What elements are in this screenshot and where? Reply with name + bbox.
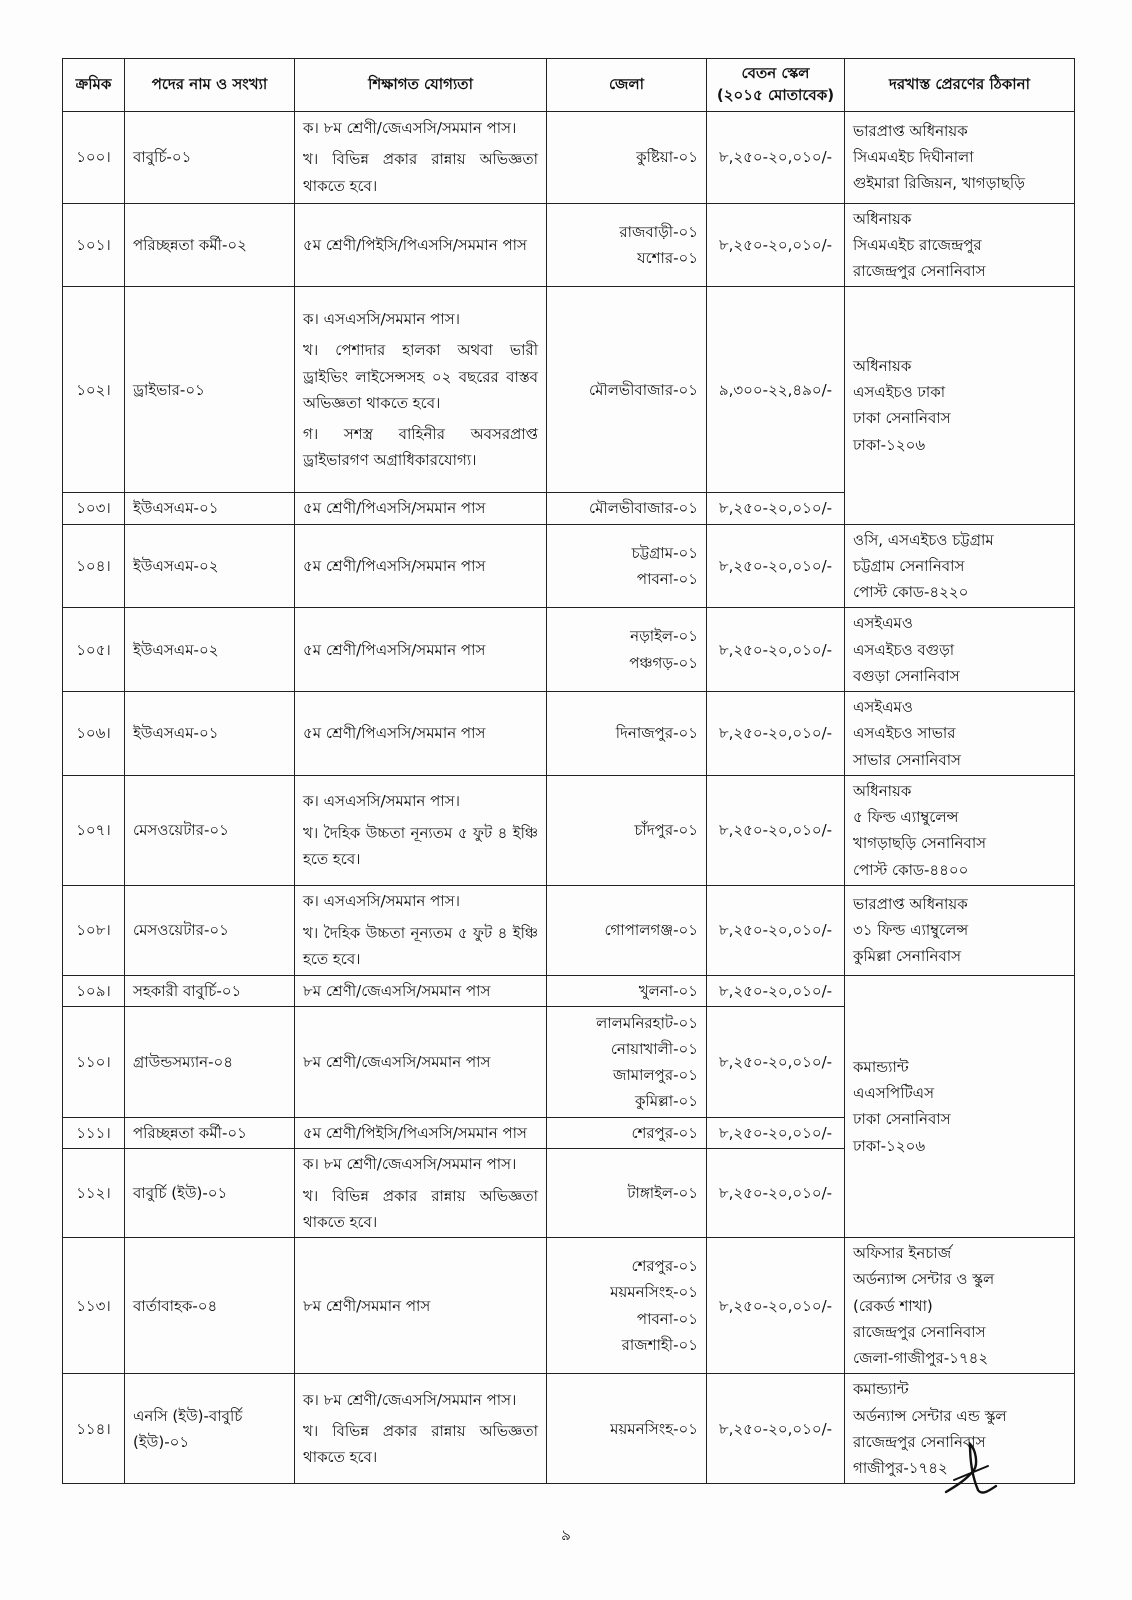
cell-address	[845, 111, 1075, 203]
qualification-item: ৮ম শ্রেণী/সমমান পাস	[303, 1296, 431, 1315]
qualification-item: ৫ম শ্রেণী/পিইসি/পিএসসি/সমমান পাস	[303, 1124, 527, 1142]
cell-qualification	[295, 203, 547, 287]
cell-district	[547, 524, 707, 608]
address-line: কমান্ড্যান্ট	[853, 1380, 909, 1399]
address-line: ঢাকা সেনানিবাস	[853, 409, 951, 428]
address-line: এএসপিটিএস	[853, 1084, 934, 1103]
header-serial: ক্রমিক	[63, 59, 125, 112]
address-line: ৫ ফিল্ড এ্যাম্বুলেন্স	[853, 808, 959, 826]
cell-post: বাবুর্চি (ইউ)-০১	[125, 1149, 295, 1238]
cell-address	[845, 608, 1075, 692]
address-line: এসএইচও বগুড়া	[853, 640, 955, 659]
address-line: ঢাকা-১২০৬	[853, 1136, 926, 1155]
qualification-item: ক। এসএসসি/সমমান পাস।	[303, 310, 460, 328]
address-line: এসএইচও ঢাকা	[853, 383, 946, 402]
cell-pay-scale: ৮,২৫০-২০,০১০/-	[707, 975, 845, 1006]
header-post: পদের নাম ও সংখ্যা	[125, 59, 295, 112]
address-line: সাভার সেনানিবাস	[853, 750, 961, 769]
cell-qualification	[295, 608, 547, 692]
cell-pay-scale: ৮,২৫০-২০,০১০/-	[707, 203, 845, 287]
qualification-item: খ। বিভিন্ন প্রকার রান্নায় অভিজ্ঞতা থাকতে হবে।	[303, 150, 538, 195]
district-item: চট্টগ্রাম-০১	[631, 543, 698, 562]
cell-serial: ১১২।	[63, 1149, 125, 1238]
cell-district	[547, 111, 707, 203]
cell-pay-scale: ৮,২৫০-২০,০১০/-	[707, 1007, 845, 1118]
cell-pay-scale: ৮,২৫০-২০,০১০/-	[707, 1238, 845, 1374]
cell-pay-scale: ৮,২৫০-২০,০১০/-	[707, 524, 845, 608]
cell-district	[547, 287, 707, 493]
cell-post: ড্রাইভার-০১	[125, 287, 295, 493]
qualification-item: খ। বিভিন্ন প্রকার রান্নায় অভিজ্ঞতা থাকতে হবে।	[303, 1422, 538, 1467]
cell-serial: ১০০।	[63, 111, 125, 203]
table-row	[63, 203, 1075, 287]
cell-serial: ১১০।	[63, 1007, 125, 1118]
address-line: অধিনায়ক	[853, 209, 912, 228]
cell-address	[845, 287, 1075, 524]
cell-post: গ্রাউন্ডসম্যান-০৪	[125, 1007, 295, 1118]
header-pay-line2: (২০১৫ মোতাবেক)	[716, 85, 835, 104]
table-header-row	[63, 59, 1075, 112]
cell-district	[547, 1238, 707, 1374]
cell-post: পরিচ্ছন্নতা কর্মী-০২	[125, 203, 295, 287]
district-item: ময়মনসিংহ-০১	[610, 1419, 698, 1438]
cell-qualification	[295, 885, 547, 975]
table-row	[63, 692, 1075, 776]
qualification-item: ৮ম শ্রেণী/জেএসসি/সমমান পাস	[303, 1052, 491, 1071]
table-row	[63, 524, 1075, 608]
table-row	[63, 287, 1075, 493]
qualification-item: ক। এসএসসি/সমমান পাস।	[303, 792, 460, 811]
cell-pay-scale: ৮,২৫০-২০,০১০/-	[707, 885, 845, 975]
cell-qualification	[295, 692, 547, 776]
cell-district	[547, 775, 707, 885]
qualification-item: গ। সশস্ত্র বাহিনীর অবসরপ্রাপ্ত ড্রাইভারগণ অগ্রাধিকারযোগ্য।	[303, 425, 538, 470]
cell-address	[845, 692, 1075, 776]
header-qualification: শিক্ষাগত যোগ্যতা	[295, 59, 547, 112]
cell-district	[547, 608, 707, 692]
district-item: রাজশাহী-০১	[621, 1335, 698, 1354]
cell-serial: ১০১।	[63, 203, 125, 287]
address-line: গাজীপুর-১৭৪২	[853, 1459, 948, 1477]
cell-address	[845, 775, 1075, 885]
address-line: অর্ডন্যান্স সেন্টার এন্ড স্কুল	[853, 1406, 1007, 1425]
cell-qualification	[295, 1374, 547, 1484]
cell-district	[547, 885, 707, 975]
cell-serial: ১১৪।	[63, 1374, 125, 1484]
address-line: গুইমারা রিজিয়ন, খাগড়াছড়ি	[853, 174, 1025, 193]
address-line: কুমিল্লা সেনানিবাস	[853, 947, 962, 966]
header-pay-scale	[707, 59, 845, 112]
qualification-item: ৮ম শ্রেণী/জেএসসি/সমমান পাস	[303, 981, 491, 1000]
cell-pay-scale: ৮,২৫০-২০,০১০/-	[707, 775, 845, 885]
cell-post: ইউএসএম-০১	[125, 692, 295, 776]
district-item: পাবনা-০১	[636, 1309, 698, 1328]
cell-serial: ১০৪।	[63, 524, 125, 608]
cell-qualification	[295, 524, 547, 608]
cell-district	[547, 1374, 707, 1484]
district-item: লালমনিরহাট-০১	[596, 1013, 698, 1032]
district-item: শেরপুর-০১	[631, 1124, 698, 1142]
qualification-item: খ। দৈহিক উচ্চতা নূন্যতম ৫ ফুট ৪ ইঞ্চি হতে হবে।	[303, 923, 538, 968]
header-pay-line1: বেতন স্কেল	[741, 64, 810, 82]
cell-qualification	[295, 111, 547, 203]
district-item: কুষ্টিয়া-০১	[636, 147, 698, 166]
cell-serial: ১০৩।	[63, 493, 125, 524]
cell-pay-scale: ৮,২৫০-২০,০১০/-	[707, 692, 845, 776]
cell-post: ইউএসএম-০১	[125, 493, 295, 524]
cell-post: পরিচ্ছন্নতা কর্মী-০১	[125, 1118, 295, 1149]
cell-district	[547, 1149, 707, 1238]
cell-post: এনসি (ইউ)-বাবুর্চি (ইউ)-০১	[125, 1374, 295, 1484]
page-number: ৯	[561, 1526, 571, 1544]
address-line: জেলা-গাজীপুর-১৭৪২	[853, 1349, 989, 1367]
district-item: গোপালগঞ্জ-০১	[604, 921, 698, 940]
cell-serial: ১০২।	[63, 287, 125, 493]
cell-post: মেসওয়েটার-০১	[125, 775, 295, 885]
district-item: ময়মনসিংহ-০১	[610, 1283, 698, 1302]
cell-qualification	[295, 493, 547, 524]
header-address: দরখাস্ত প্রেরণের ঠিকানা	[845, 59, 1075, 112]
address-line: ঢাকা সেনানিবাস	[853, 1110, 951, 1129]
district-item: নড়াইল-০১	[630, 627, 698, 646]
address-line: কমান্ড্যান্ট	[853, 1057, 909, 1076]
address-line: পোস্ট কোড-৪২২০	[853, 583, 969, 601]
cell-pay-scale: ৮,২৫০-২০,০১০/-	[707, 1149, 845, 1238]
cell-pay-scale: ৮,২৫০-২০,০১০/-	[707, 1118, 845, 1149]
cell-post: বার্তাবাহক-০৪	[125, 1238, 295, 1374]
cell-serial: ১০৫।	[63, 608, 125, 692]
address-line: ওসি, এসএইচও চট্টগ্রাম	[853, 530, 994, 549]
cell-pay-scale: ৮,২৫০-২০,০১০/-	[707, 493, 845, 524]
district-item: পঞ্চগড়-০১	[629, 653, 698, 672]
district-item: যশোর-০১	[636, 248, 698, 267]
address-line: রাজেন্দ্রপুর সেনানিবাস	[853, 1432, 986, 1451]
district-item: জামালপুর-০১	[613, 1066, 698, 1084]
qualification-item: খ। পেশাদার হালকা অথবা ভারী ড্রাইভিং লাইসেন্সসহ ০২ বছরের বাস্তব অভিজ্ঞতা থাকতে হবে।	[303, 341, 538, 412]
qualification-item: খ। দৈহিক উচ্চতা নূন্যতম ৫ ফুট ৪ ইঞ্চি হতে হবে।	[303, 823, 538, 868]
table-row	[63, 885, 1075, 975]
district-item: দিনাজপুর-০১	[615, 724, 698, 743]
address-line: রাজেন্দ্রপুর সেনানিবাস	[853, 1322, 986, 1341]
qualification-item: ৫ম শ্রেণী/পিএসসি/সমমান পাস	[303, 556, 486, 575]
cell-pay-scale: ৮,২৫০-২০,০১০/-	[707, 111, 845, 203]
cell-post: ইউএসএম-০২	[125, 524, 295, 608]
qualification-item: ক। এসএসসি/সমমান পাস।	[303, 892, 460, 911]
cell-qualification	[295, 975, 547, 1006]
table-row	[63, 1238, 1075, 1374]
cell-serial: ১০৯।	[63, 975, 125, 1006]
address-line: সিএমএইচ দিঘীনালা	[853, 147, 974, 166]
cell-address	[845, 203, 1075, 287]
district-item: নোয়াখালী-০১	[610, 1039, 698, 1058]
address-line: অর্ডন্যান্স সেন্টার ও স্কুল	[853, 1270, 995, 1289]
cell-district	[547, 1118, 707, 1149]
district-item: চাঁদপুর-০১	[634, 821, 698, 840]
address-line: সিএমএইচ রাজেন্দ্রপুর	[853, 235, 982, 254]
address-line: এসএইচও সাভার	[853, 724, 956, 743]
qualification-item: ৫ম শ্রেণী/পিএসসি/সমমান পাস	[303, 640, 486, 659]
cell-qualification	[295, 775, 547, 885]
cell-post: ইউএসএম-০২	[125, 608, 295, 692]
cell-address	[845, 885, 1075, 975]
address-line: পোস্ট কোড-৪৪০০	[853, 860, 969, 879]
cell-district	[547, 692, 707, 776]
address-line: চট্টগ্রাম সেনানিবাস	[853, 556, 965, 575]
district-item: টাঙ্গাইল-০১	[627, 1184, 698, 1202]
cell-post: বাবুর্চি-০১	[125, 111, 295, 203]
qualification-item: ৫ম শ্রেণী/পিএসসি/সমমান পাস	[303, 499, 486, 518]
cell-pay-scale: ৮,২৫০-২০,০১০/-	[707, 1374, 845, 1484]
address-line: ঢাকা-১২০৬	[853, 435, 926, 454]
table-row	[63, 608, 1075, 692]
address-line: (রেকর্ড শাখা)	[853, 1296, 933, 1315]
district-item: পাবনা-০১	[636, 569, 698, 588]
cell-pay-scale: ৯,৩০০-২২,৪৯০/-	[707, 287, 845, 493]
address-line: অধিনায়ক	[853, 781, 912, 800]
table-row	[63, 111, 1075, 203]
table-row	[63, 975, 1075, 1006]
cell-address	[845, 975, 1075, 1237]
address-line: অধিনায়ক	[853, 356, 912, 375]
cell-qualification	[295, 1118, 547, 1149]
cell-district	[547, 975, 707, 1006]
cell-qualification	[295, 1149, 547, 1238]
district-item: মৌলভীবাজার-০১	[589, 380, 698, 399]
address-line: রাজেন্দ্রপুর সেনানিবাস	[853, 262, 986, 280]
qualification-item: ৫ম শ্রেণী/পিইসি/পিএসসি/সমমান পাস	[303, 235, 527, 254]
cell-district	[547, 493, 707, 524]
cell-post: সহকারী বাবুর্চি-০১	[125, 975, 295, 1006]
signature-mark	[940, 1440, 1000, 1500]
cell-district	[547, 1007, 707, 1118]
header-district: জেলা	[547, 59, 707, 112]
address-line: ৩১ ফিল্ড এ্যাম্বুলেন্স	[853, 921, 969, 940]
cell-serial: ১১১।	[63, 1118, 125, 1149]
district-item: রাজবাড়ী-০১	[619, 222, 698, 241]
cell-qualification	[295, 287, 547, 493]
qualification-item: ক। ৮ম শ্রেণী/জেএসসি/সমমান পাস।	[303, 1390, 517, 1409]
cell-post: মেসওয়েটার-০১	[125, 885, 295, 975]
qualification-item: ক। ৮ম শ্রেণী/জেএসসি/সমমান পাস।	[303, 119, 517, 138]
district-item: খুলনা-০১	[638, 981, 698, 1000]
cell-serial: ১০৮।	[63, 885, 125, 975]
cell-district	[547, 203, 707, 287]
qualification-item: খ। বিভিন্ন প্রকার রান্নায় অভিজ্ঞতা থাকতে হবে।	[303, 1186, 538, 1231]
table-row	[63, 775, 1075, 885]
cell-serial: ১০৭।	[63, 775, 125, 885]
qualification-item: ক। ৮ম শ্রেণী/জেএসসি/সমমান পাস।	[303, 1155, 517, 1174]
address-line: ভারপ্রাপ্ত অধিনায়ক	[853, 121, 968, 140]
cell-serial: ১১৩।	[63, 1238, 125, 1374]
cell-pay-scale: ৮,২৫০-২০,০১০/-	[707, 608, 845, 692]
table-body	[63, 111, 1075, 1484]
qualification-item: ৫ম শ্রেণী/পিএসসি/সমমান পাস	[303, 724, 486, 743]
address-line: এসইএমও	[853, 614, 913, 633]
address-line: অফিসার ইনচার্জ	[853, 1244, 952, 1262]
cell-serial: ১০৬।	[63, 692, 125, 776]
district-item: শেরপুর-০১	[631, 1257, 698, 1276]
address-line: খাগড়াছড়ি সেনানিবাস	[853, 834, 987, 853]
address-line: বগুড়া সেনানিবাস	[853, 666, 960, 685]
recruitment-table	[62, 58, 1075, 1484]
cell-address	[845, 524, 1075, 608]
address-line: ভারপ্রাপ্ত অধিনায়ক	[853, 894, 968, 913]
cell-qualification	[295, 1007, 547, 1118]
table-row	[63, 1374, 1075, 1484]
address-line: এসইএমও	[853, 698, 913, 716]
district-item: মৌলভীবাজার-০১	[589, 499, 698, 518]
cell-qualification	[295, 1238, 547, 1374]
cell-address	[845, 1238, 1075, 1374]
district-item: কুমিল্লা-০১	[634, 1092, 698, 1111]
